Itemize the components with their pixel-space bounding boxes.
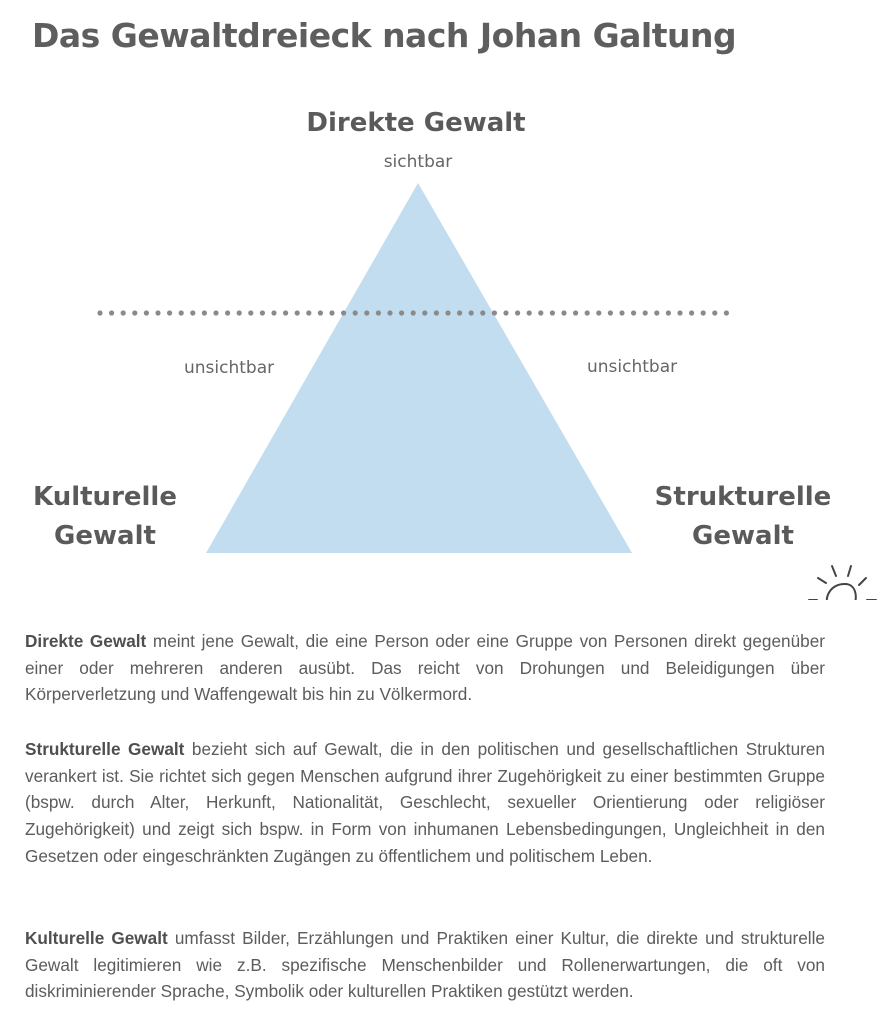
dotted-line-dot bbox=[248, 310, 253, 315]
dotted-line-dot bbox=[689, 310, 694, 315]
dotted-line-dot bbox=[457, 310, 462, 315]
structural-violence-label-line2: Gewalt bbox=[692, 521, 794, 551]
dotted-line-dot bbox=[399, 310, 404, 315]
cultural-violence-label-line2: Gewalt bbox=[54, 521, 156, 551]
dotted-line-dot bbox=[329, 310, 334, 315]
dotted-line-dot bbox=[387, 310, 392, 315]
cultural-violence-description bbox=[25, 925, 825, 1005]
visible-label: sichtbar bbox=[383, 152, 453, 172]
dotted-line-dot bbox=[283, 310, 288, 315]
dotted-line-dot bbox=[550, 310, 555, 315]
dotted-line-dot bbox=[654, 310, 659, 315]
dotted-line-dot bbox=[364, 310, 369, 315]
dotted-line-dot bbox=[434, 310, 439, 315]
dotted-line-dot bbox=[121, 310, 126, 315]
dotted-line-dot bbox=[619, 310, 624, 315]
dotted-line-dot bbox=[318, 310, 323, 315]
invisible-left-label: unsichtbar bbox=[184, 358, 275, 378]
dotted-line-dot bbox=[144, 310, 149, 315]
dotted-line-dot bbox=[353, 310, 358, 315]
dotted-line-dot bbox=[190, 310, 195, 315]
dotted-line-dot bbox=[132, 310, 137, 315]
dotted-line-dot bbox=[573, 310, 578, 315]
dotted-line-dot bbox=[585, 310, 590, 315]
dotted-line-dot bbox=[480, 310, 485, 315]
direct-violence-term: Direkte Gewalt bbox=[25, 631, 147, 651]
cultural-violence-text: umfasst Bilder, Erzählungen und Praktiken einer Kultur, die direkte und strukturelle Gewalt legitimieren wie z.B. spezifische Menschenbilder und Rollenerwartungen, die oft von diskriminierender Sprache, Symbolik oder kulturellen Praktiken gestützt werden. bbox=[25, 928, 825, 1002]
dotted-line-dot bbox=[271, 310, 276, 315]
cultural-violence-term: Kulturelle Gewalt bbox=[25, 928, 168, 948]
dotted-line-dot bbox=[712, 310, 717, 315]
dotted-line-dot bbox=[167, 310, 172, 315]
dotted-line-dot bbox=[701, 310, 706, 315]
invisible-right-label: unsichtbar bbox=[587, 357, 678, 377]
dotted-line-dot bbox=[97, 310, 102, 315]
dotted-line-dot bbox=[213, 310, 218, 315]
dotted-line-dot bbox=[469, 310, 474, 315]
dotted-line-dot bbox=[515, 310, 520, 315]
dotted-line-dot bbox=[341, 310, 346, 315]
dotted-line-dot bbox=[631, 310, 636, 315]
dotted-line-dot bbox=[492, 310, 497, 315]
dotted-line-dot bbox=[376, 310, 381, 315]
dotted-line-dot bbox=[527, 310, 532, 315]
dotted-line-dot bbox=[237, 310, 242, 315]
structural-violence-label-line1: Strukturelle bbox=[654, 482, 832, 512]
dotted-line-dot bbox=[109, 310, 114, 315]
dotted-line-dot bbox=[538, 310, 543, 315]
dotted-line-dot bbox=[724, 310, 729, 315]
dotted-line-dot bbox=[295, 310, 300, 315]
dotted-line-dot bbox=[445, 310, 450, 315]
dotted-line-dot bbox=[561, 310, 566, 315]
dotted-line-dot bbox=[677, 310, 682, 315]
structural-violence-term: Strukturelle Gewalt bbox=[25, 739, 185, 759]
direct-violence-text: meint jene Gewalt, die eine Person oder eine Gruppe von Personen direkt gegenüber einer oder mehreren anderen ausübt. Das reicht von Drohungen und Beleidigungen über Körperverletzung und Waffengewalt bis hin zu Völkermord. bbox=[25, 631, 826, 705]
direct-violence-label: Direkte Gewalt bbox=[306, 108, 526, 138]
direct-violence-description bbox=[25, 628, 825, 708]
dotted-line-dot bbox=[155, 310, 160, 315]
lightbulb-icon bbox=[809, 566, 876, 600]
dotted-line-dot bbox=[643, 310, 648, 315]
dotted-line-dot bbox=[666, 310, 671, 315]
page-title: Das Gewaltdreieck nach Johan Galtung bbox=[32, 16, 737, 55]
dotted-line-dot bbox=[179, 310, 184, 315]
dotted-line-dot bbox=[503, 310, 508, 315]
dotted-line-dot bbox=[608, 310, 613, 315]
visibility-dotted-line bbox=[97, 310, 729, 315]
structural-violence-label bbox=[648, 478, 838, 556]
dotted-line-dot bbox=[306, 310, 311, 315]
dotted-line-dot bbox=[411, 310, 416, 315]
dotted-line-dot bbox=[422, 310, 427, 315]
structural-violence-text: bezieht sich auf Gewalt, die in den politischen und gesellschaftlichen Strukturen verankert ist. Sie richtet sich gegen Menschen aufgrund ihrer Zugehörigkeit zu einer bestimmten Gruppe (bspw. durch Alter, Herkunft, Nationalität, Geschlecht, sexueller Orientierung oder religiöser Zugehörigkeit) und zeigt sich bspw. in Form von inhumanen Lebensbedingungen, Ungleichheit in den Gesetzen oder eingeschränkten Zugängen zu öffentlichem und politischem Leben. bbox=[25, 739, 825, 866]
cultural-violence-label bbox=[10, 478, 200, 556]
cultural-violence-label-line1: Kulturelle bbox=[33, 482, 177, 512]
structural-violence-description bbox=[25, 736, 825, 870]
dotted-line-dot bbox=[596, 310, 601, 315]
dotted-line-dot bbox=[225, 310, 230, 315]
dotted-line-dot bbox=[260, 310, 265, 315]
dotted-line-dot bbox=[202, 310, 207, 315]
